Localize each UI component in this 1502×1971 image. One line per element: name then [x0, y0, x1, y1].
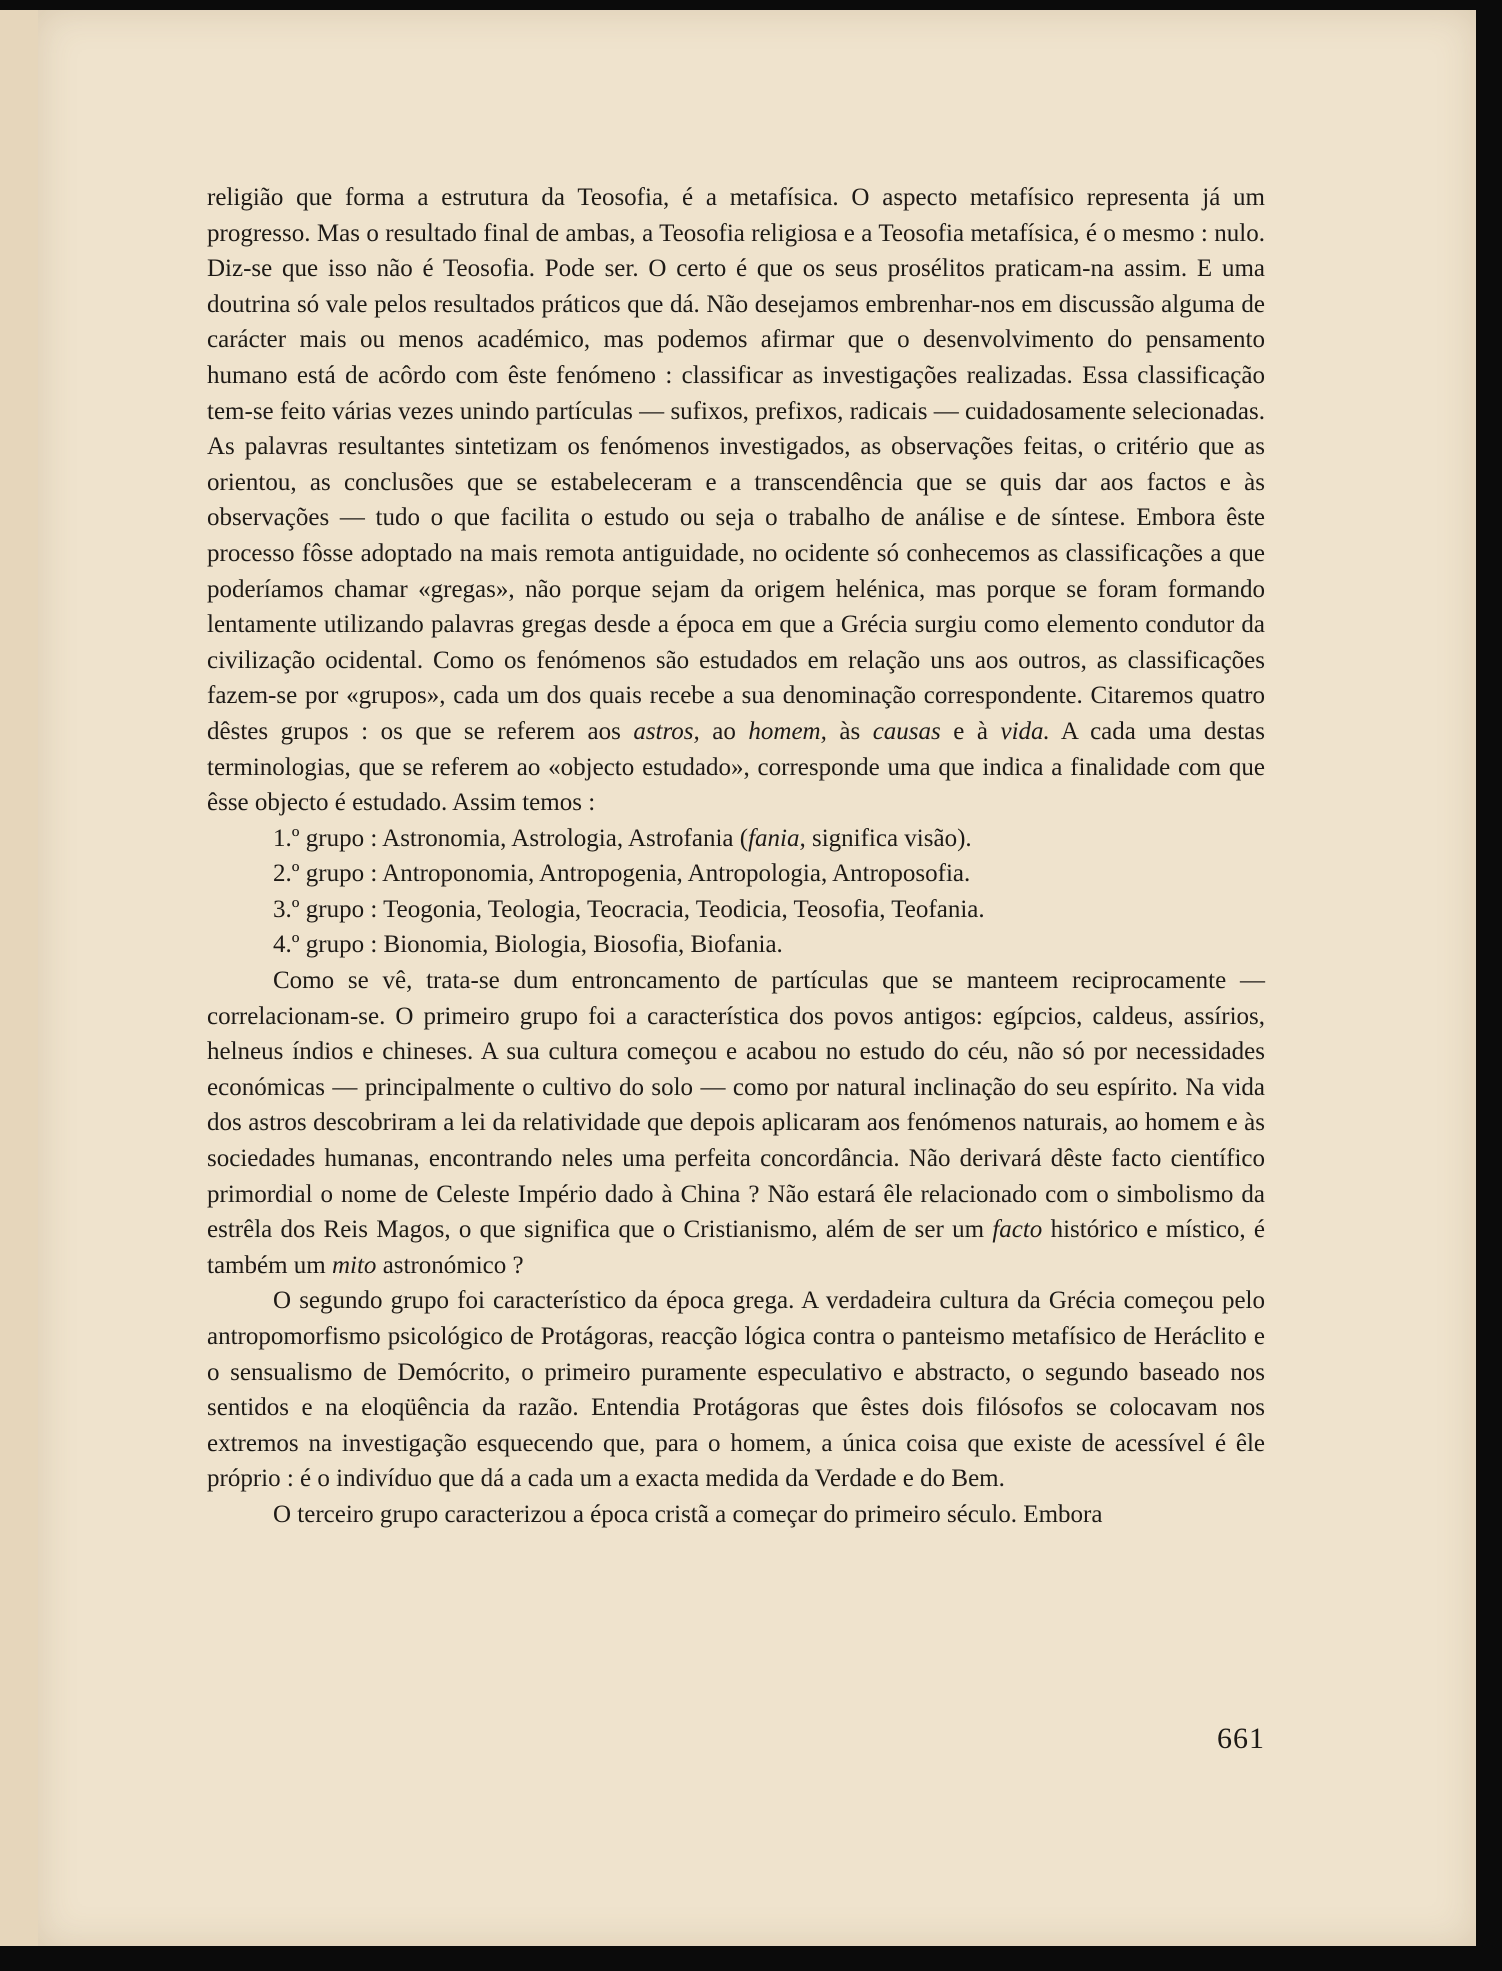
paragraph-1-joiner: e à: [940, 717, 1001, 745]
paragraph-1: [207, 180, 1265, 821]
paragraph-1-ending: A cada uma destas terminologias, que se referem ao «objecto estudado», corresponde uma que indica a finalidade com que êsse objecto é estudado. Assim temos :: [207, 717, 1265, 817]
group-item-4: [273, 927, 1265, 963]
paragraph-1-joiner: ao: [699, 717, 749, 745]
italic-vida: vida.: [1000, 717, 1050, 745]
paragraph-2-text: histórico e místico, é também um: [207, 1216, 1265, 1279]
group-1-label: 1.º grupo : Astronomia, Astrologia, Astrofania (: [273, 824, 749, 852]
groups-list: [207, 821, 1265, 963]
group-item-1: [273, 821, 1265, 857]
paragraph-1-joiner: às: [826, 717, 873, 745]
paragraph-3: O segundo grupo foi característico da época grega. A verdadeira cultura da Grécia começou pelo antropomorfismo psicológico de Protágoras, reacção lógica contra o panteismo metafísico de Heráclito e o sensualismo de Demócrito, o primeiro puramente especulativo e abstracto, o segundo baseado nos sentidos e na eloqüência da razão. Entendia Protágoras que êstes dois filósofos se colocavam nos extremos na investigação esquecendo que, para o homem, a única coisa que existe de acessível é êle próprio : é o indivíduo que dá a cada um a exacta medida da Verdade e do Bem.: [207, 1287, 1265, 1493]
group-3-label: 3.º grupo : Teogonia, Teologia, Teocracia, Teodicia, Teosofia, Teofania.: [273, 895, 985, 923]
group-2-label: 2.º grupo : Antroponomia, Antropogenia, Antropologia, Antroposofia.: [273, 860, 971, 888]
italic-fania: fania,: [748, 824, 806, 852]
italic-homem: homem,: [748, 717, 827, 745]
italic-facto: facto: [992, 1216, 1043, 1244]
group-1-rest: significa visão).: [805, 824, 972, 852]
paragraph-2: [207, 963, 1265, 1283]
italic-astros: astros,: [633, 717, 700, 745]
paragraph-4: O terceiro grupo caracterizou a época cristã a começar do primeiro século. Embora: [273, 1500, 1103, 1528]
paragraph-1-text: religião que forma a estrutura da Teosofia, é a metafísica. O aspecto metafísico representa já um progresso. Mas o resultado final de ambas, a Teosofia religiosa e a Teosofia metafísica, é o mesmo : nulo. Diz-se que isso não é Teosofia. Pode ser. O certo é que os seus prosélitos praticam-na assim. E uma doutrina só vale pelos resultados práticos que dá. Não desejamos embrenhar-nos em discussão alguma de carácter mais ou menos académico, mas podemos afirmar que o desenvolvimento do pensamento humano está de acôrdo com êste fenómeno : classificar as investigações realizadas. Essa classificação tem-se feito várias vezes unindo partículas — sufixos, prefixos, radicais — cuidadosamente selecionadas. As palavras resultantes sintetizam os fenómenos investigados, as observações feitas, o critério que as orientou, as conclusões que se estabeleceram e a transcendência que se quis dar aos factos e às observações — tudo o que facilita o estudo ou seja o trabalho de análise e de síntese. Embora êste processo fôsse adoptado na mais remota antiguidade, no ocidente só conhecemos as classificações a que poderíamos chamar «gregas», não porque sejam da origem helénica, mas porque se foram formando lentamente utilizando palavras gregas desde a época em que a Grécia surgiu como elemento condutor da civilização ocidental. Como os fenómenos são estudados em relação uns aos outros, as classificações fazem-se por «grupos», cada um dos quais recebe a sua denominação correspondente. Citaremos quatro dêstes grupos : os que se referem aos: [207, 184, 1265, 745]
group-4-label: 4.º grupo : Bionomia, Biologia, Biosofia, Biofania.: [273, 931, 783, 959]
page-body-text: [207, 180, 1265, 1533]
italic-causas: causas: [872, 717, 941, 745]
paragraph-2-ending: astronómico ?: [376, 1251, 524, 1279]
previous-page-edge: [0, 10, 43, 1946]
group-item-2: [273, 856, 1265, 892]
page-number: 661: [1217, 1722, 1265, 1755]
italic-mito: mito: [331, 1251, 377, 1279]
paragraph-2-text: Como se vê, trata-se dum entroncamento de partículas que se manteem reciprocamente — correlacionam-se. O primeiro grupo foi a característica dos povos antigos: egípcios, caldeus, assírios, helneus índios e chineses. A sua cultura começou e acabou no estudo do céu, não só por necessidades económicas — principalmente o cultivo do solo — como por natural inclinação do seu espírito. Na vida dos astros descobriram a lei da relatividade que depois aplicaram aos fenómenos naturais, ao homem e às sociedades humanas, encontrando neles uma perfeita concordância. Não derivará dêste facto científico primordial o nome de Celeste Império dado à China ? Não estará êle relacionado com o simbolismo da estrêla dos Reis Magos, o que significa que o Cristianismo, além de ser um: [207, 967, 1265, 1244]
group-item-3: [273, 892, 1265, 928]
